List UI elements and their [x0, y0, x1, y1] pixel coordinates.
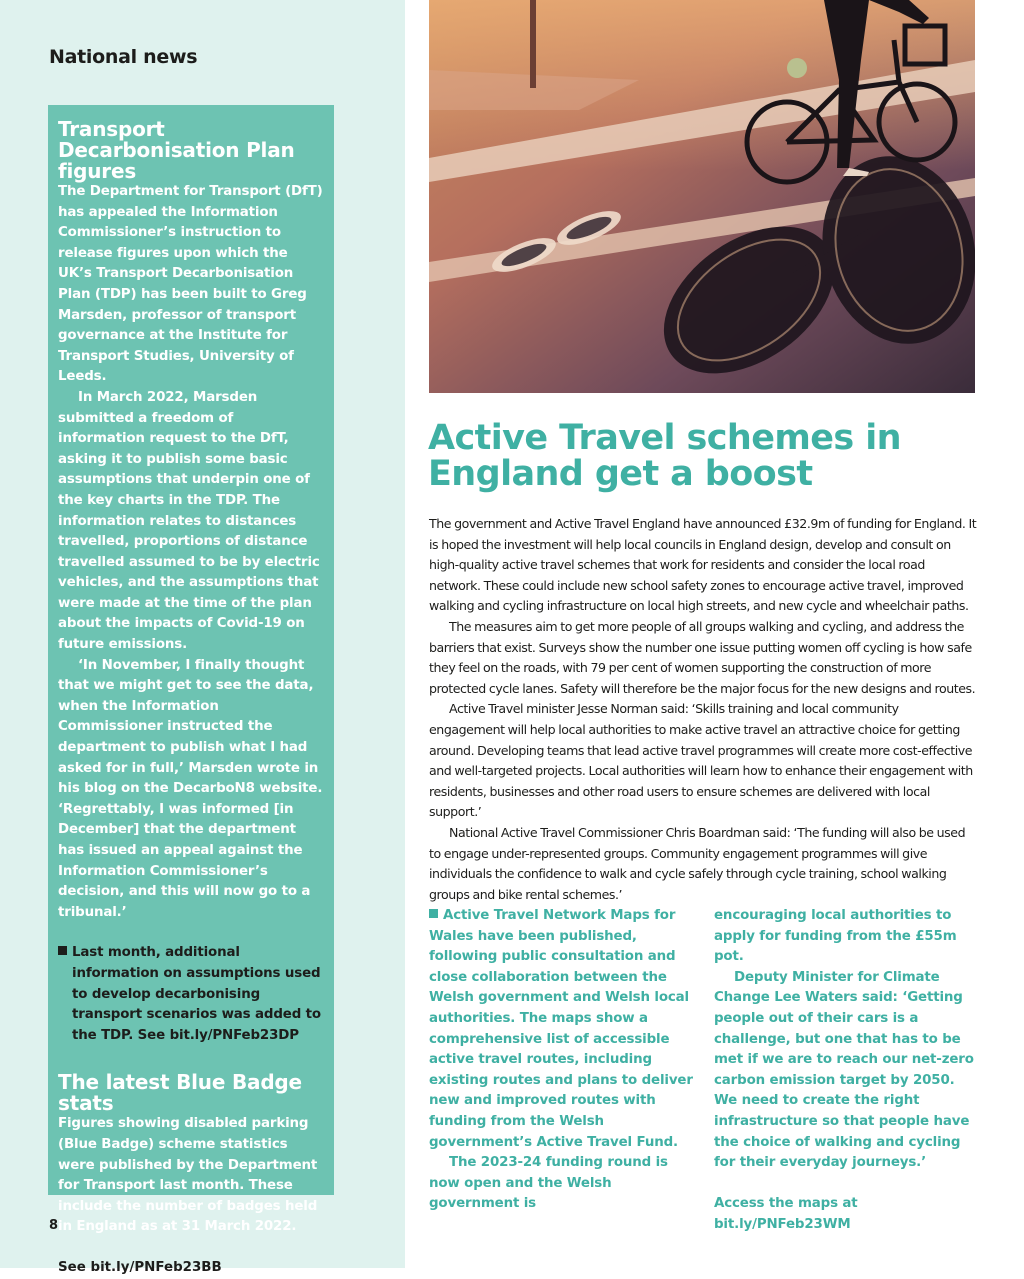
wales-paragraph: Deputy Minister for Climate Change Lee Waters said: ‘Getting people out of their cars is a challenge, but one that has to be met if we are to reach our net-zero carbon emission target by 2050. We need to create the right infrastructure so that people have the choice of walking and cycling for their everyday journeys.’	[714, 969, 974, 1171]
sidebar-story1-note	[58, 943, 323, 1046]
sidebar-see-text: See	[58, 1259, 91, 1275]
wales-note-column-1	[429, 906, 693, 1215]
sidebar-story1-title: Transport Decarbonisation Plan figures	[58, 117, 295, 183]
section-label: National news	[49, 46, 198, 68]
wales-paragraph	[429, 906, 693, 1153]
sidebar-note-text: Last month, additional information on assumptions used to develop decarbonising transport scenarios was added to the TDP. See	[72, 945, 321, 1043]
sidebar-note-link[interactable]: bit.ly/PNFeb23DP	[169, 1027, 299, 1043]
sidebar-story2-see	[58, 1258, 323, 1279]
page-number: 8	[49, 1218, 59, 1233]
cyclist-bike-lane-photo	[429, 0, 975, 393]
article-paragraph: Active Travel minister Jesse Norman said: ‘Skills training and local community engagement will help local authorities to make active travel an attractive choice for getting around. Developing teams that lead active travel programmes will create more cost-effective and well-targeted projects. Local authorities will learn how to enhance their engagement with residents, businesses and other road users to ensure schemes are delivered with local support.’	[429, 701, 973, 820]
wales-note-column-2	[714, 906, 978, 1236]
wales-access-text: Access the maps at	[714, 1196, 858, 1212]
sidebar-story1-paragraph: The Department for Transport (DfT) has appealed the Information Commissioner’s instruction to release figures upon which the UK’s Transport Decarbonisation Plan (TDP) has been built to Greg Marsden, professor of transport governance at the Institute for Transport Studies, University of Leeds.	[58, 184, 323, 385]
sidebar-story1-paragraph: In March 2022, Marsden submitted a freedom of information request to the DfT, asking it to publish some basic assumptions that underpin one of the key charts in the TDP. The information relates to distances travelled, proportions of distance travelled assumed to be by electric vehicles, and the assumptions that were made at the time of the plan about the impacts of Covid-19 on future emissions.	[58, 389, 320, 653]
wales-paragraph: encouraging local authorities to apply for funding from the £55m pot.	[714, 908, 957, 965]
wales-access-link[interactable]: bit.ly/PNFeb23WM	[714, 1216, 851, 1232]
article-paragraph: National Active Travel Commissioner Chris Boardman said: ‘The funding will also be used to engage under-represented groups. Community engagement programmes will give individuals the confidence to walk and cycle safely through cycle training, school walking groups and bike rental schemes.’	[429, 824, 966, 902]
article-paragraph: The measures aim to get more people of all groups walking and cycling, and address the barriers that exist. Surveys show the number one issue putting women off cycling is how safe they feel on the roads, with 79 per cent of women supporting the construction of more protected cycle lanes. Safety will therefore be the major focus for the new designs and routes.	[429, 618, 976, 696]
article-body	[429, 514, 977, 905]
article-paragraph: The government and Active Travel England have announced £32.9m of funding for England. It is hoped the investment will help local councils in England design, develop and consult on high-quality active travel schemes that work for residents and consider the local road network. These could include new school safety zones to encourage active travel, improved walking and cycling infrastructure on local high streets, and new cycle and wheelchair paths.	[429, 516, 977, 614]
article-headline: Active Travel schemes in England get a boost	[428, 418, 901, 494]
wales-paragraph: The 2023-24 funding round is now open and the Welsh government is	[429, 1155, 668, 1212]
wales-paragraph-text: Active Travel Network Maps for Wales have been published, following public consultation and close collaboration between the Welsh government and Welsh local authorities. The maps show a comprehensive list of accessible active travel routes, including existing routes and plans to deliver new and improved routes with funding from the Welsh government’s Active Travel Fund.	[429, 908, 693, 1150]
sidebar-story1-paragraph: ‘In November, I finally thought that we might get to see the data, when the Information Commissioner instructed the department to publish what I had asked for in full,’ Marsden wrote in his blog on the DecarboN8 website. ‘Regrettably, I was informed [in December] that the department has issued an appeal against the Information Commissioner’s decision, and this will now go to a tribunal.’	[58, 657, 323, 920]
sidebar-news-box	[48, 105, 334, 1275]
sidebar-story2-title: The latest Blue Badge stats	[58, 1070, 302, 1116]
sidebar-story2-paragraph: Figures showing disabled parking (Blue Badge) scheme statistics were published by the Department for Transport last month. These include the number of badges held in England as at 31 March 2022.	[58, 1116, 318, 1235]
sidebar-see-link[interactable]: bit.ly/PNFeb23BB	[90, 1259, 222, 1275]
square-bullet-icon	[58, 946, 67, 955]
square-bullet-icon	[429, 909, 438, 918]
